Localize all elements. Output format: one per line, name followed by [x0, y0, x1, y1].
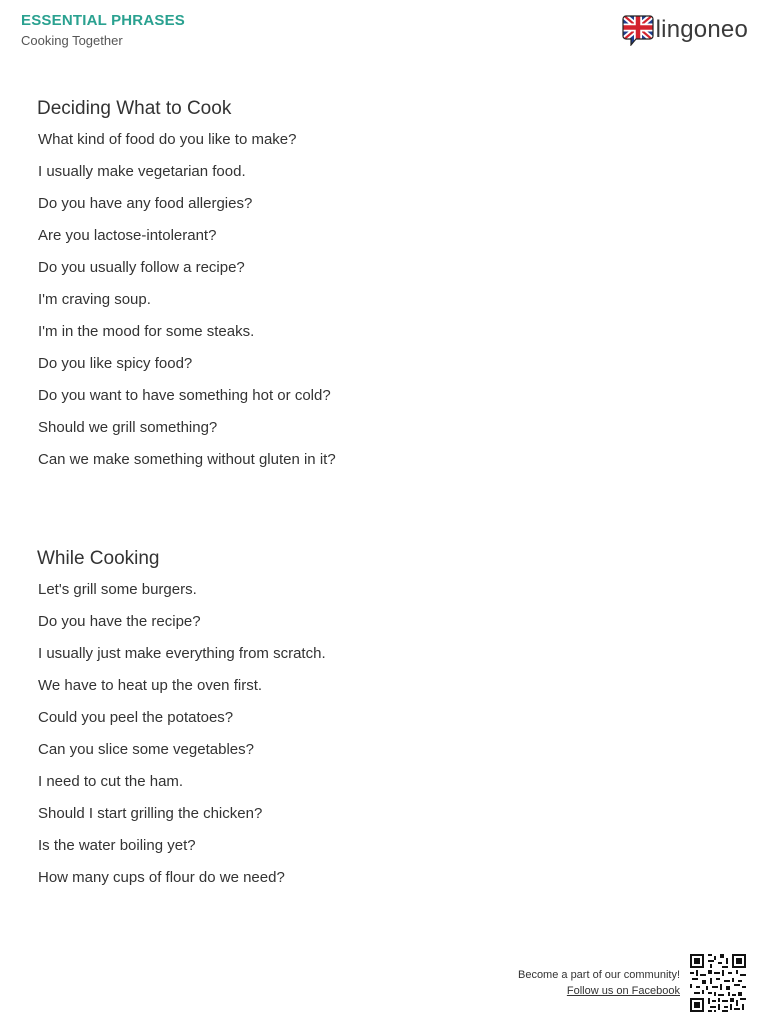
phrase-item: Should we grill something?	[38, 419, 218, 436]
community-footer	[518, 967, 680, 999]
uk-flag-speech-bubble-icon	[622, 14, 654, 46]
facebook-link[interactable]: Follow us on Facebook	[566, 985, 680, 997]
phrase-item: Should I start grilling the chicken?	[38, 805, 263, 822]
document-subtitle: Cooking Together	[21, 33, 123, 48]
phrase-item: Do you want to have something hot or cold?	[38, 387, 331, 404]
document-header	[21, 12, 185, 48]
phrase-item: Let's grill some burgers.	[38, 581, 197, 598]
phrase-item: Do you have the recipe?	[38, 613, 201, 630]
phrase-item: We have to heat up the oven first.	[38, 677, 263, 694]
phrase-item: I usually make vegetarian food.	[38, 163, 246, 180]
section-title: While Cooking	[37, 548, 160, 569]
phrase-item: Can you slice some vegetables?	[38, 741, 254, 758]
brand-name: lingoneo	[655, 16, 748, 43]
section-deciding-what-to-cook	[37, 98, 336, 480]
phrase-item: Do you like spicy food?	[38, 355, 193, 372]
phrase-item: I'm craving soup.	[38, 291, 151, 308]
phrase-item: Do you usually follow a recipe?	[38, 259, 245, 276]
phrase-item: Are you lactose-intolerant?	[38, 227, 217, 244]
phrase-item: Can we make something without gluten in it?	[38, 451, 336, 468]
phrase-item: What kind of food do you like to make?	[38, 131, 297, 148]
document-kicker: ESSENTIAL PHRASES	[21, 12, 185, 29]
section-title: Deciding What to Cook	[37, 98, 232, 119]
phrase-item: How many cups of flour do we need?	[38, 869, 285, 886]
section-while-cooking	[37, 548, 326, 898]
phrase-item: I need to cut the ham.	[38, 773, 184, 790]
phrase-item: Is the water boiling yet?	[38, 837, 196, 854]
phrase-item: Do you have any food allergies?	[38, 195, 253, 212]
qr-code-icon[interactable]	[690, 954, 746, 1012]
phrase-item: I usually just make everything from scratch.	[38, 645, 326, 662]
phrase-item: I'm in the mood for some steaks.	[38, 323, 255, 340]
community-cta: Become a part of our community!	[517, 969, 680, 981]
phrase-item: Could you peel the potatoes?	[38, 709, 234, 726]
lingoneo-logo[interactable]	[622, 14, 748, 46]
